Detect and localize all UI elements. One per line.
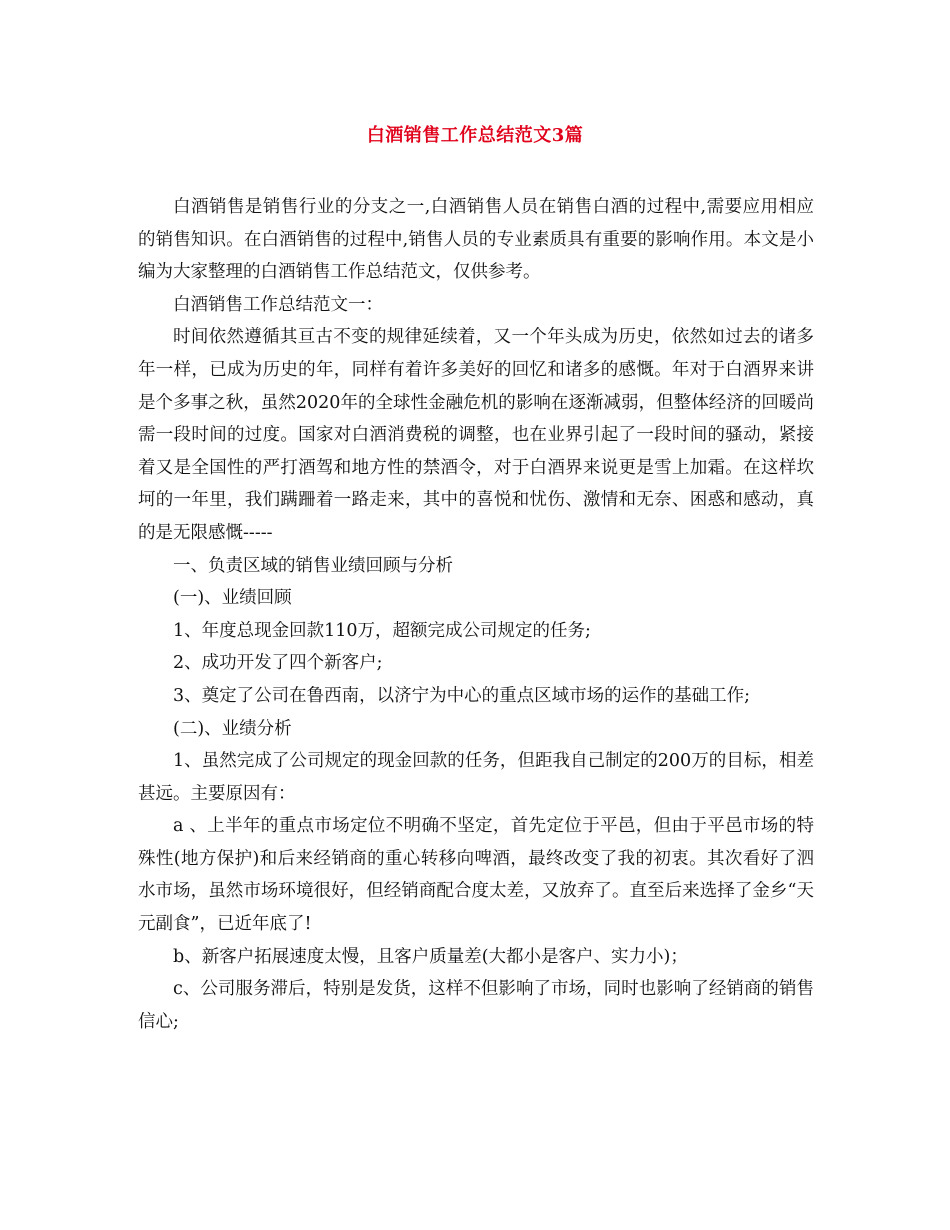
intro-paragraph: 白酒销售是销售行业的分支之一,白酒销售人员在销售白酒的过程中,需要应用相应的销售知识。在白酒销售的过程中,销售人员的专业素质具有重要的影响作用。本文是小编为大家整理的白酒销售工作总结范文，仅供参考。 [138, 197, 814, 283]
list-item: a 、上半年的重点市场定位不明确不坚定，首先定位于平邑，但由于平邑市场的特殊性(地方保护)和后来经销商的重心转移向啤酒，最终改变了我的初衷。其次看好了泗水市场，虽然市场环境很好，但经销商配合度太差，又放弃了。直至后来选择了金乡“天元副食”，已近年底了! [138, 816, 814, 935]
list-item: b、新客户拓展速度太慢，且客户质量差(大都小是客户、实力小)； [173, 946, 688, 967]
section-heading-sample-one: 白酒销售工作总结范文一： [173, 294, 383, 315]
document-body [138, 191, 814, 1038]
document-title: 白酒销售工作总结范文3篇 [366, 125, 584, 146]
subsection-heading: (一)、业绩回顾 [173, 588, 292, 609]
subsection-heading: (二)、业绩分析 [173, 718, 292, 739]
list-item: c、公司服务滞后，特别是发货，这样不但影响了市场，同时也影响了经销商的销售信心; [138, 979, 814, 1032]
body-paragraph: 时间依然遵循其亘古不变的规律延续着，又一个年头成为历史，依然如过去的诸多年一样，已成为历史的年，同样有着许多美好的回忆和诸多的感慨。年对于白酒界来讲是个多事之秋，虽然2020年的全球性金融危机的影响在逐渐减弱，但整体经济的回暖尚需一段时间的过度。国家对白酒消费税的调整，也在业界引起了一段时间的骚动，紧接着又是全国性的严打酒驾和地方性的禁酒令，对于白酒界来说更是雪上加霜。在这样坎坷的一年里，我们蹒跚着一路走来，其中的喜悦和忧伤、激情和无奈、困惑和感动，真的是无限感慨----- [138, 327, 814, 543]
list-item: 1、年度总现金回款110万，超额完成公司规定的任务; [173, 620, 591, 641]
list-item: 1、虽然完成了公司规定的现金回款的任务，但距我自己制定的200万的目标，相差甚远。主要原因有： [138, 751, 814, 804]
list-item: 2、成功开发了四个新客户; [173, 653, 383, 674]
list-item: 3、奠定了公司在鲁西南，以济宁为中心的重点区域市场的运作的基础工作; [173, 685, 751, 706]
section-heading: 一、负责区域的销售业绩回顾与分析 [173, 555, 453, 576]
